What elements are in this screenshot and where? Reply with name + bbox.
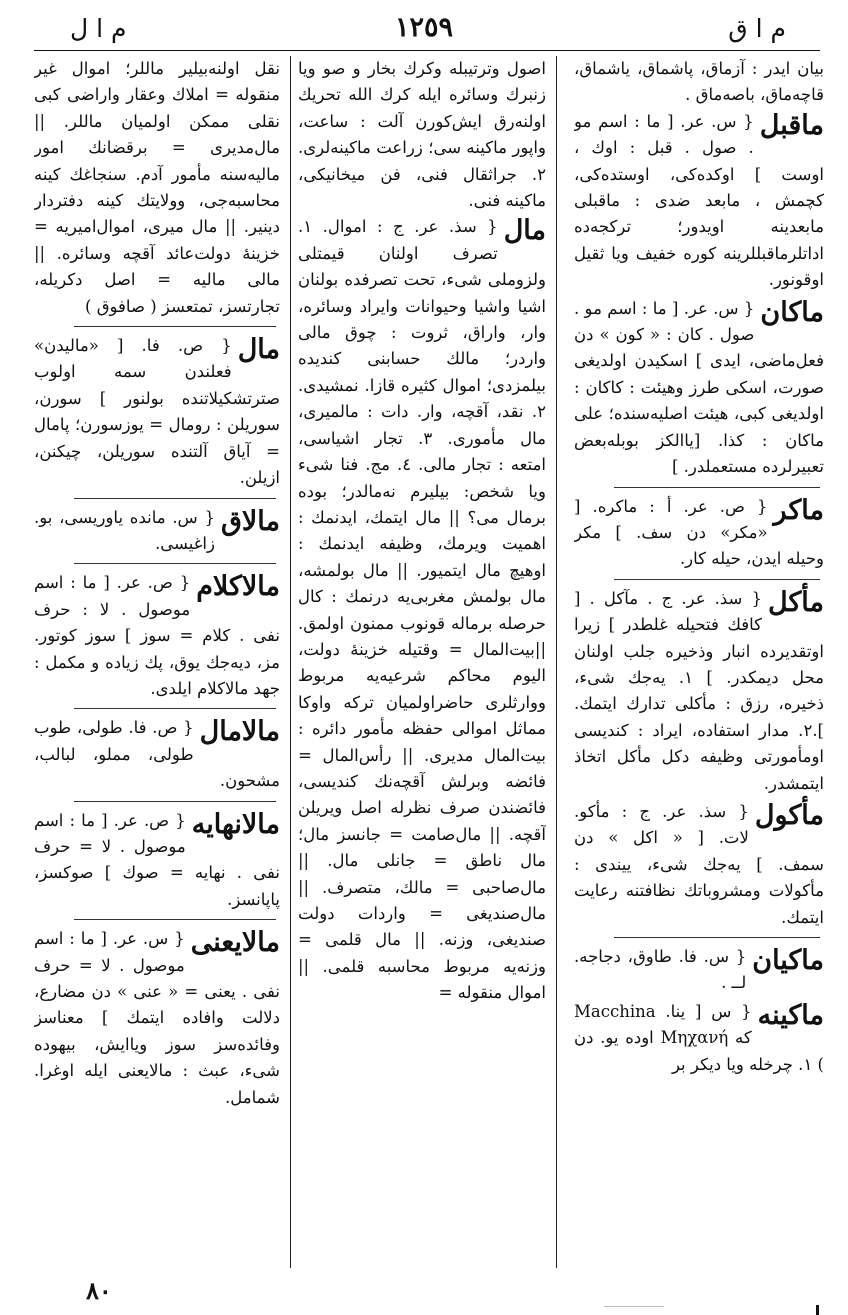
entry-headword: مأكل bbox=[768, 586, 824, 618]
entry-definition: { سذ. عر. ج : اموال. ١. تصرف اولنان قيمتلی ولزوملی شیء، تحت تصرفده بولنان اشيا واشيا وحيوانات وايراد وسائره، وار، واراق، ثروت : چوق مالی واردر؛ مالك حسابنی كنديده بيلمزدی؛ اموال كثيره قازا. نمشيدی. ٢. نقد، آقچه، وار. دات : مالميری، مال مأموری. ٣. تجار اشياسی، امتعه : تجار مالی. ٤. مج. فنا شیء ويا شخص: بيليرم نه‌مالدر؛ بوده برمال می؟ || مال ايتمك، ايدنمك : اهميت ويرمك، وظيفه ايدنمك : اوهيچ مال ايتميور. || مال بولمشه، مال بولمش مغربی‌يه درنمك : كال حرصله برماله قونوب ممنون اولمق. ||بيت‌المال = وقتيله خزينهٔ دولت، اليوم محاكم شرعيه‌يه مربوط ووارثلری حاضراولميان تركه واوكا مماثل اموالی حفظه مأمور دائره : بيت‌المال مديری. || رأس‌المال = فائضه وبرلش آقچه‌نك كنديسی، فائضندن صرف نظرله اصل ويريلن آقچه. || مال‌صامت = جانسز مال؛ مال ناطق = جانلی مال. || مال‌صاحبی = مالك، متصرف. || مال‌صنديغی = واردات دولت صنديغی، وزنه. || مال قلمی = وزنه‌يه مربوط محاسبه قلمی. || اموال منقوله = bbox=[298, 217, 546, 1003]
entry-definition: { س. عر. [ ما : اسم مو . صول . كان : « كون » دن فعل‌ماضی، ایدی ] اسكیدن اولديغی صورت، اسكی طرز وهيئت : كاكان : اولديغی كبی، هيئت اصليه‌سنده؛ علی ماكان : كذا. [ياالكز بوبله‌بعض تعبيرلرده مستعملدر. ] bbox=[574, 298, 824, 477]
header-rule bbox=[34, 50, 820, 51]
entry-separator bbox=[614, 937, 820, 938]
column-continuation: اصول وترتيبله وكرك بخار و صو ويا زنبرك وسائره ايله كرك الله تحريك اولنه‌رق ايش‌كورن آلت : ساعت، واپور ماكينه سی؛ زراعت ماكينه‌لری. ٢. جراثقال فنی، فن ميخانيكی، ماكينه فنی. bbox=[298, 59, 546, 211]
dictionary-entry bbox=[34, 715, 280, 794]
entry-headword: مالاكلام bbox=[196, 571, 280, 603]
entry-headword: ماكر bbox=[773, 494, 824, 526]
scan-artifact bbox=[604, 1306, 664, 1313]
dictionary-entry bbox=[574, 296, 824, 481]
entry-definition: { س. عر. [ ما : اسم مو . صول . قبل : اوك ، اوست ] اوكده‌كی، اوستده‌كی، كچمش ، مابعد ضدی : ماقبلی مابعدینه اويدور؛ تركجه‌ده اداتلرماقبللرینه كوره خفيف ويا ثقيل اوقونور. bbox=[574, 111, 824, 290]
entry-definition: { س. فا. طاوق، دجاجه. لــ . bbox=[574, 947, 747, 993]
entry-definition: { ص. فا. طولی، طوب طولی، مملو، لبالب، مشحون. bbox=[34, 718, 280, 791]
entry-headword: ماكان bbox=[760, 296, 824, 328]
columns-container bbox=[34, 56, 824, 1268]
entry-definition: { ص. عر. أ : ماكره. [ «مكر» دن سف. ] مكر وحيله ايدن، حيله كار. bbox=[574, 496, 824, 569]
dictionary-entry bbox=[34, 808, 280, 914]
dictionary-entry bbox=[574, 999, 824, 1078]
dictionary-entry bbox=[298, 214, 546, 1006]
dictionary-entry bbox=[574, 494, 824, 573]
entry-headword: ماكينه bbox=[757, 999, 824, 1031]
entry-separator bbox=[74, 563, 276, 564]
dictionary-entry bbox=[34, 926, 280, 1111]
entry-definition: { س [ ينا. Macchina كه Μηχανή اوده يو. دن ) ١. چرخله ويا ديكر بر bbox=[574, 1001, 824, 1074]
entry-separator bbox=[614, 487, 820, 488]
column-right bbox=[574, 56, 824, 1268]
entry-separator bbox=[74, 498, 276, 499]
column-divider bbox=[290, 56, 291, 1268]
entry-headword: مأكول bbox=[754, 799, 824, 831]
entry-definition: { ص. عر. [ ما : اسم موصول . لا = حرف نفی . نهايه = صوك ] صوكسز، پاپانسز. bbox=[34, 810, 280, 909]
column-continuation: بيان ايدر : آزماق، پاشماق، ياشماق، قاچه‌ماق، باصه‌ماق . bbox=[574, 59, 824, 105]
entry-separator bbox=[74, 919, 276, 920]
entry-definition: { ص. فا. [ «ماليدن» فعلندن سمه اولوب صترتشكيلاتنده بولنور ] سورن، سوريلن : رومال = يوزسورن؛ پامال = آياق آلتنده سوريلن، چيكنن، ازيلن. bbox=[34, 336, 280, 488]
entry-headword: ماكيان bbox=[752, 945, 824, 976]
column-continuation: نقل اولنه‌بيلير ماللر؛ اموال غير منقوله = املاك وعقار واراضی كبی نقلی ممكن اولميان ماللر. || مال‌مديری = برقضانك امور ماليه‌سنه مأمور آدم. سنجاغك كينه محاسبه‌جی، وولايتك كينه دفتردار دينير. || مال ميری، اموال‌اميريه = خزينهٔ دولت‌عائد آقچه وسائره. || مالی ماليه = اصل دكريله، تجارتسز، تمتعسز ( صافوق ) bbox=[34, 59, 280, 316]
dictionary-entry bbox=[574, 944, 824, 997]
dictionary-entry bbox=[34, 570, 280, 702]
entry-definition: { ص. عر. [ ما : اسم موصول . لا : حرف نفی . كلام = سوز ] سوز كوتور. مز، ديه‌جك يوق، پك زياده و مكمل : جهد مالاكلام ايلدی. bbox=[34, 573, 280, 698]
footer-page-number: ٨٠ bbox=[86, 1276, 112, 1305]
column-left bbox=[34, 56, 280, 1268]
entry-headword: مالانهايه bbox=[191, 808, 280, 840]
entry-separator bbox=[614, 579, 820, 580]
entry-headword: مالامال bbox=[199, 716, 280, 748]
entry-headword: مالاق bbox=[220, 505, 280, 537]
entry-headword: ماقبل bbox=[759, 109, 824, 141]
page-header bbox=[30, 14, 818, 48]
dictionary-entry bbox=[34, 505, 280, 558]
header-guideword-right: م ا ق bbox=[728, 14, 786, 43]
entry-definition: { س. عر. [ ما : اسم موصول . لا = حرف نفی . يعنی = « عنی » دن مضارع، دلالت وافاده ايتمك ] معناسز وفائده‌سز سوز وياايش، بيهوده شیء، عبث : مالايعنی ايله اوغرا. شمامل. bbox=[34, 929, 280, 1107]
scan-edge-mark bbox=[816, 1305, 819, 1315]
entry-headword: مالايعنی bbox=[190, 927, 280, 959]
entry-separator bbox=[74, 708, 276, 709]
dictionary-entry bbox=[574, 799, 824, 931]
entry-separator bbox=[74, 326, 276, 327]
column-divider bbox=[556, 56, 557, 1268]
entry-definition: { سذ. عر. ج . مآكل . [ كافك فتحيله غلطدر ] زيرا اوتقديرده انبار وذخيره جلب اولنان محل ديمكدر. ] ١. يه‌جك شیء، ذخيره، رزق : مأكلی تدارك ايتمك. ].٢. مدار استفاده، ايراد : كنديسی اومأمورتی وظيفه دكل مأكل اتخاذ ايتمشدر. bbox=[574, 588, 824, 793]
entry-definition: { سذ. عر. ج : مأكو. لات. [ « اكل » دن سمف. ] يه‌جك شیء، ييندی : مأكولات ومشروباتك نظافتنه رعايت ايتمك. bbox=[574, 801, 824, 927]
dictionary-entry bbox=[34, 333, 280, 491]
entry-headword: مال bbox=[237, 334, 280, 366]
dictionary-entry bbox=[574, 109, 824, 294]
column-middle bbox=[298, 56, 546, 1268]
entry-headword: مال bbox=[503, 215, 546, 247]
header-page-number: ١٢٥٩ bbox=[394, 12, 453, 43]
header-guideword-left: م ا ل bbox=[70, 14, 127, 43]
dictionary-entry bbox=[574, 586, 824, 797]
entry-separator bbox=[74, 801, 276, 802]
entry-definition: { س. مانده ياوريسی، بو. زاغيسی. bbox=[34, 507, 215, 553]
